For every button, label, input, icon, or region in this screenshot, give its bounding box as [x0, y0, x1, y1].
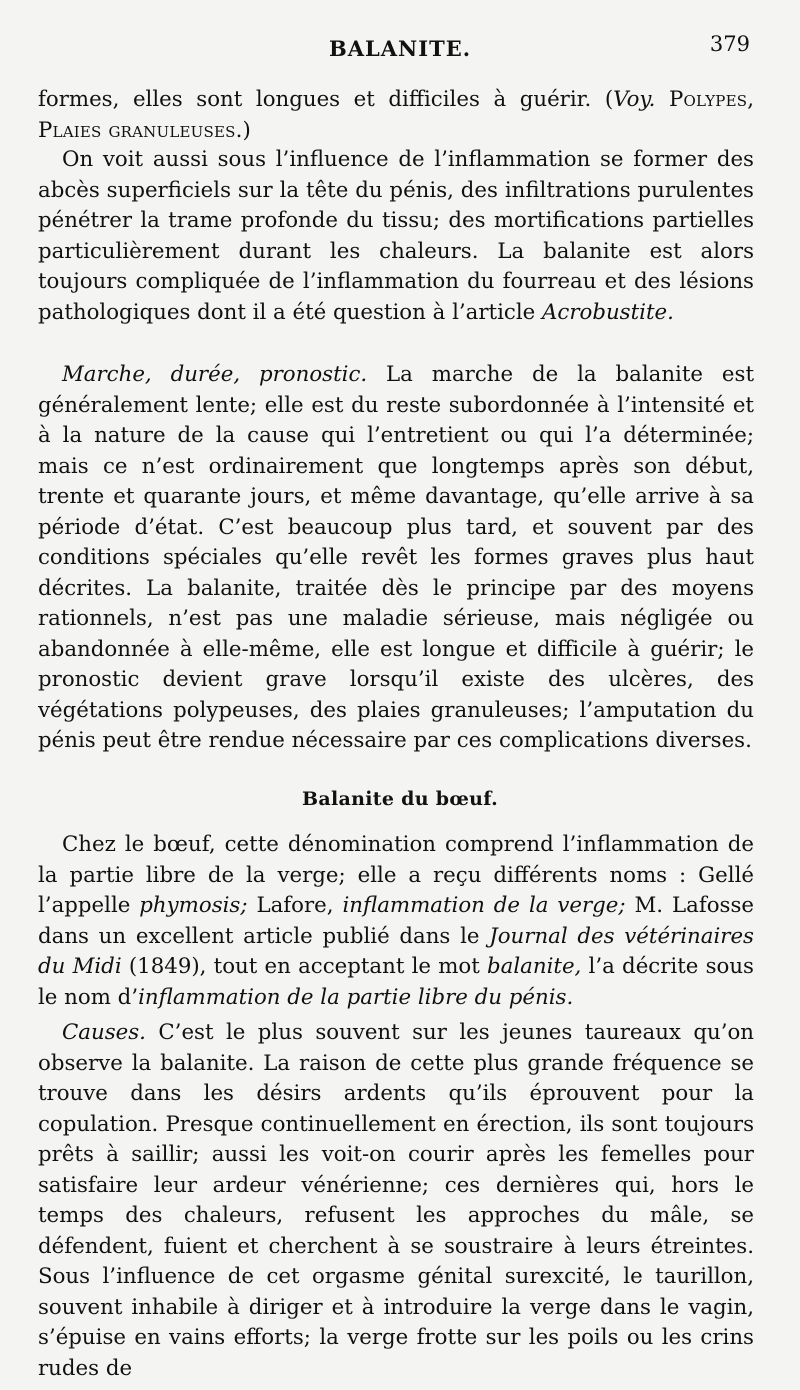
paragraph-lead: Causes. [62, 1020, 146, 1045]
page-header [0, 30, 800, 64]
paragraph-lead: Marche, durée, pronostic. [62, 362, 368, 387]
paragraph-text: On voit aussi sous l’influence de l’inflammation se former des abcès superficiels sur la tête du pénis, des infiltrations purulentes pénétrer la trame profonde du tissu; des mortifications partielles particulièrement durant les chaleurs. La balanite est alors toujours compliquée de l’inflammation du fourreau et des lésions pathologiques dont il a été question à l’article [38, 147, 754, 325]
term-inflammation-verge: inflammation de la verge; [342, 893, 626, 918]
paragraph-text: formes, elles sont longues et difficiles à guérir. ( [38, 87, 614, 112]
journal-title: Journal des vétérinaires du Midi [38, 923, 754, 979]
cross-reference-polypes: Polypes [668, 87, 748, 112]
cross-reference-voy: Voy. [613, 87, 656, 112]
cross-reference-plaies: Plaies granuleuses. [38, 117, 243, 143]
paragraph-text: La marche de la balanite est généralement lente; elle est du reste subordonnée à l’intensité et à la nature de la cause qui l’entretient ou qui l’a déterminée; mais ce n’est ordinairement que longtemps après son début, trente et quarante jours, et même davantage, qu’elle arrive à sa période d’état. C’est beaucoup plus tard, et souvent par des conditions spéciales qu’elle revêt les formes graves plus haut décrites. La balanite, traitée dès le principe par des moyens rationnels, n’est pas une maladie sérieuse, mais négligée ou abandonnée à elle-même, elle est longue et difficile à guérir; le pronostic devient grave lorsqu’il existe des ulcères, des végétations polypeuses, des plaies granuleuses; l’amputation du pénis peut être rendue nécessaire par ces complications diverses. [38, 362, 754, 753]
running-head: BALANITE. [328, 36, 472, 61]
term-acrobustite: Acrobustite. [542, 299, 674, 325]
page-number: 379 [709, 32, 750, 56]
term-phymosis: phymosis; [139, 893, 248, 918]
paragraph-continuation [38, 85, 754, 146]
term-partie-libre: inflammation de la partie libre du pénis. [138, 984, 574, 1010]
paragraph-marche [38, 360, 754, 757]
paragraph-text: C’est le plus souvent sur les jeunes taureaux qu’on observe la balanite. La raison de cette plus grande fréquence se trouve dans les désirs ardents qu’ils éprouvent pour la copulation. Presque continuellement en érection, ils sont toujours prêts à saillir; aussi les voit-on courir après les femelles pour satisfaire leur ardeur vénérienne; ces dernières qui, hors le temps des chaleurs, refusent les approches du mâle, se défendent, fuient et cherchent à se soustraire à leurs étreintes. Sous l’influence de cet orgasme génital surexcité, le taurillon, souvent inhabile à diriger et à introduire la verge dans le vagin, s’épuise en vains efforts; la verge frotte sur les poils ou les crins rudes de [38, 1020, 754, 1381]
paragraph-text: M. Lafosse dans un excellent article publié dans le [38, 893, 754, 949]
paragraph-text: (1849), tout en acceptant le mot [121, 954, 488, 979]
reference-separator: , [747, 87, 754, 112]
paragraph-abces [38, 145, 754, 328]
term-balanite: balanite, [487, 954, 582, 979]
paragraph-text: Chez le bœuf, cette dénomination comprend l’inflammation de la partie libre de la verge; elle a reçu différents noms : Gellé l’appelle [38, 832, 754, 918]
paragraph-causes [38, 1018, 754, 1384]
paragraph-close: ) [242, 117, 251, 143]
section-heading: Balanite du bœuf. [302, 788, 498, 810]
paragraph-text: l’a décrite sous le nom d’ [38, 954, 754, 1010]
paragraph-chez-le-boeuf [38, 830, 754, 1013]
paragraph-text: Lafore, [247, 893, 343, 918]
